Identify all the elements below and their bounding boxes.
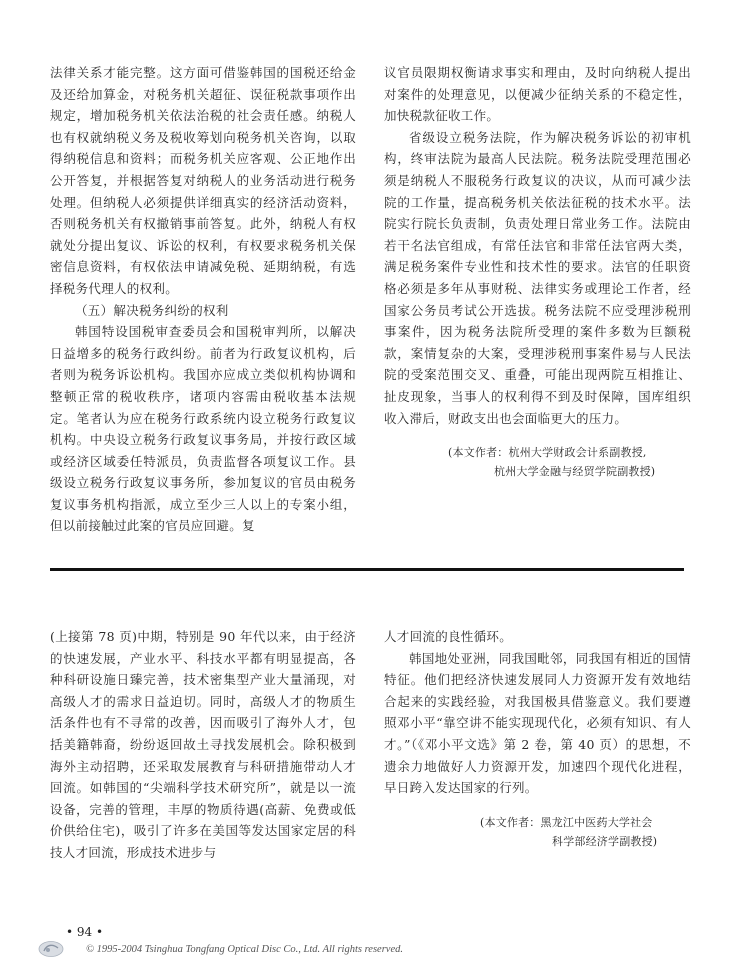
paragraph: 法律关系才能完整。这方面可借鉴韩国的国税还给金及还给加算金，对税务机关超征、误征税款事项作出规定，增加税务机关依法治税的社会责任感。纳税人也有权就纳税义务及税收筹划向税务机关咨询，以取得纳税信息和资料；而税务机关应客观、公正地作出公开答复，并根据答复对纳税人的业务活动进行税务处理。但纳税人必须提供详细真实的经济活动资料，否则税务机关有权撤销事前答复。此外，纳税人有权就处分提出复议、诉讼的权利，有权要求税务机关保密信息资料，有权依法申请减免税、延期纳税，有选择税务代理人的权利。 xyxy=(50,65,356,296)
paragraph: 议官员限期权衡请求事实和理由，及时向纳税人提出对案件的处理意见，以便减少征纳关系的不稳定性，加快税款征收工作。 xyxy=(384,65,691,124)
top-left-column xyxy=(50,62,356,537)
bottom-left-column xyxy=(50,626,356,864)
author-credit-line-2: 杭州大学金融与经贸学院副教授) xyxy=(494,465,656,479)
author-credit-line-2: 科学部经济学副教授) xyxy=(552,834,658,848)
section-heading: （五）解决税务纠纷的权利 xyxy=(75,302,229,318)
paragraph: 省级设立税务法院，作为解决税务诉讼的初审机构，终审法院为最高人民法院。税务法院受理范围必须是纳税人不服税务行政复议的决议，从而可减少法院的工作量，提高税务机关依法征税的技术水平。法院实行院长负责制，负责处理日常业务工作。法院由若干名法官组成，有常任法官和非常任法官两大类，满足税务案件专业性和技术性的要求。法官的任职资格必须是多年从事财税、法律实务或理论工作者，经国家公务员考试公开选拔。税务法院不应受理涉税刑事案件，因为税务法院所受理的案件多数为巨额税款，案情复杂的大案，受理涉税刑事案件易与人民法院的受案范围交叉、重叠，可能出现两院互相推让、扯皮现象，当事人的权利得不到及时保障，国库组织收入滞后，财政支出也会面临更大的压力。 xyxy=(384,129,691,426)
paragraph: 韩国地处亚洲，同我国毗邻，同我国有相近的国情特征。他们把经济快速发展同人力资源开发有效地结合起来的实践经验，对我国极具借鉴意义。我们要遵照邓小平“靠空讲不能实现现代化，必须有知识、有人才。”（《邓小平文选》第 2 卷，第 40 页）的思想，不遗余力地做好人力资源开发，加速四个现代化进程，早日跨入发达国家的行列。 xyxy=(384,650,691,796)
paragraph: 人才回流的良性循环。 xyxy=(384,629,513,644)
paragraph: (上接第 78 页)中期，特别是 90 年代以来，由于经济的快速发展，产业水平、科技水平都有明显提高，各种科研设施日臻完善，技术密集型产业大量涌现，对高级人才的需求日益迫切。同时，高级人才的物质生活条件也有不寻常的改善，因而吸引了海外人才，包括美籍韩裔，纷纷返回故土寻找发展机会。除积极到海外主动招聘，还采取发展教育与科研措施带动人才回流。如韩国的“尖端科学技术研究所”，就是以一流设备，完善的管理，丰厚的物质待遇(高薪、免费或低价供给住宅)，吸引了许多在美国等发达国家定居的科技人才回流，形成技术进步与 xyxy=(50,629,356,860)
bottom-right-column xyxy=(384,626,691,851)
paragraph: 韩国特设国税审查委员会和国税审判所，以解决日益增多的税务行政纠纷。前者为行政复议机构，后者则为税务诉讼机构。我国亦应成立类似机构协调和整顿正常的税收秩序，诸项内容需由税收基本法规定。笔者认为应在税务行政系统内设立税务行政复议机构。中央设立税务行政复议事务局，并按行政区域或经济区域委任特派员，负责监督各项复议工作。县级设立税务行政复议事务所，参加复议的官员由税务复议事务机构指派，成立至少三人以上的专案小组，但以前接触过此案的官员应回避。复 xyxy=(50,324,356,534)
publisher-logo-icon xyxy=(38,940,64,958)
author-credit-line-1: (本文作者：黑龙江中医药大学社会 xyxy=(480,815,653,829)
author-credit-line-1: (本文作者：杭州大学财政会计系副教授, xyxy=(448,446,647,460)
author-credit xyxy=(384,813,691,851)
section-divider xyxy=(50,568,684,571)
top-right-column xyxy=(384,62,691,481)
author-credit xyxy=(384,443,691,481)
copyright-notice: © 1995-2004 Tsinghua Tongfang Optical Disc Co., Ltd. All rights reserved. xyxy=(86,944,403,955)
page-number: • 94 • xyxy=(66,925,104,939)
